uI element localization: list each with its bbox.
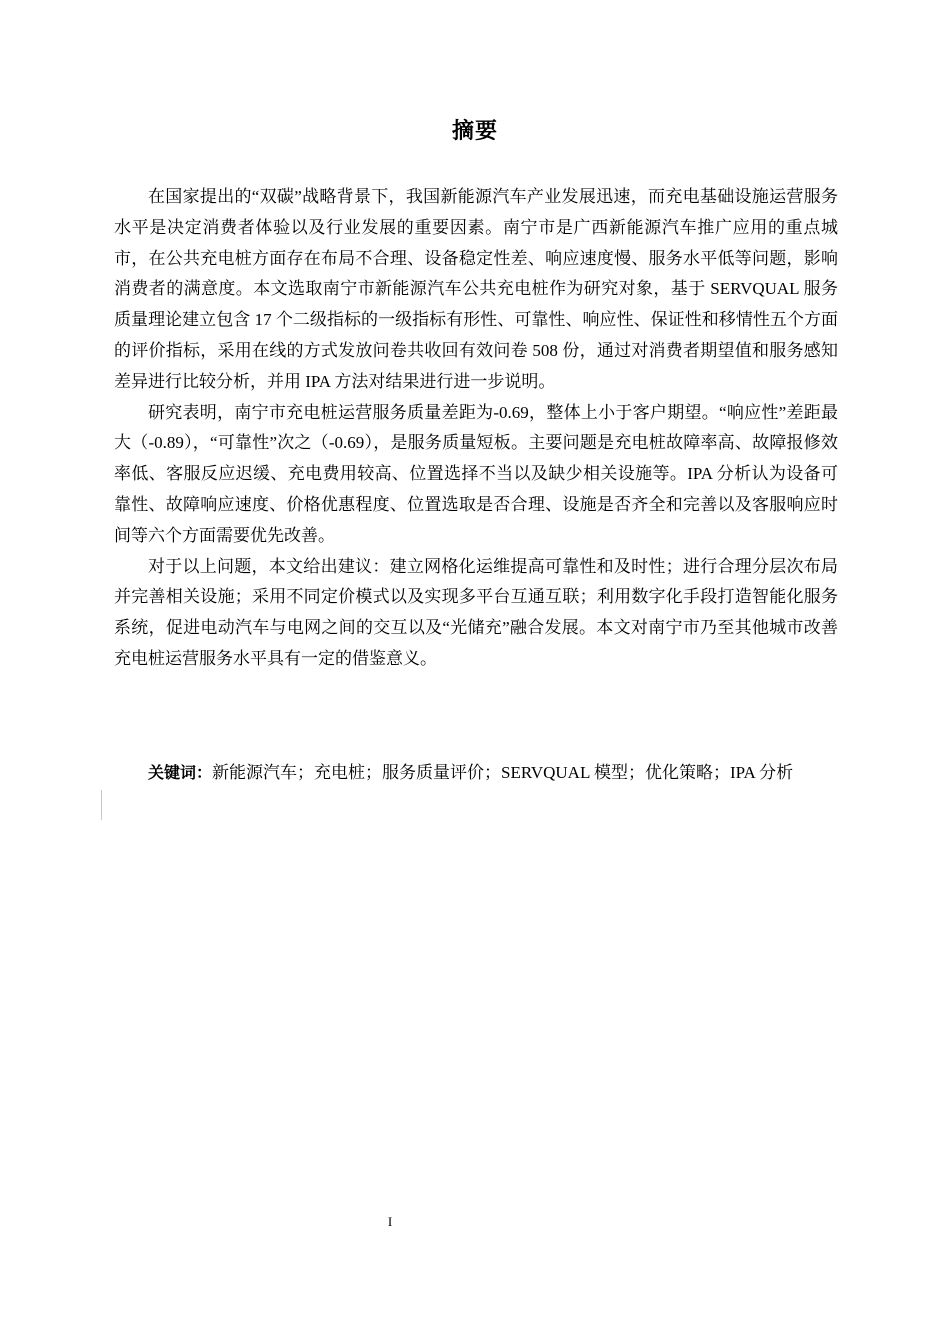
keywords-label: 关键词： [148,763,213,782]
page-number: I [387,1214,393,1229]
abstract-paragraph-findings: 研究表明，南宁市充电桩运营服务质量差距为-0.69，整体上小于客户期望。“响应性”差距最大（-0.89），“可靠性”次之（-0.69），是服务质量短板。主要问题是充电桩故障率高、故障报修效率低、客服反应迟缓、充电费用较高、位置选择不当以及缺少相关设施等。IPA 分析认为设备可靠性、故障响应速度、价格优惠程度、位置选取是否合理、设施是否齐全和完善以及客服响应时间等六个方面需要优先改善。 [114,402,838,545]
keywords-list: 新能源汽车；充电桩；服务质量评价；SERVQUAL 模型；优化策略；IPA 分析 [212,763,794,782]
abstract-body [114,182,838,675]
abstract-paragraph-background: 在国家提出的“双碳”战略背景下，我国新能源汽车产业发展迅速，而充电基础设施运营服务水平是决定消费者体验以及行业发展的重要因素。南宁市是广西新能源汽车推广应用的重点城市，在公共充电桩方面存在布局不合理、设备稳定性差、响应速度慢、服务水平低等问题，影响消费者的满意度。本文选取南宁市新能源汽车公共充电桩作为研究对象，基于 SERVQUAL 服务质量理论建立包含 17 个二级指标的一级指标有形性、可靠性、响应性、保证性和移情性五个方面的评价指标，采用在线的方式发放问卷共收回有效问卷 508 份，通过对消费者期望值和服务感知差异进行比较分析，并用 IPA 方法对结果进行进一步说明。 [114,187,838,391]
text-cursor-marker [101,790,102,820]
keywords-line [114,758,838,789]
abstract-paragraph-recommendations: 对于以上问题，本文给出建议：建立网格化运维提高可靠性和及时性；进行合理分层次布局并完善相关设施；采用不同定价模式以及实现多平台互通互联；利用数字化手段打造智能化服务系统，促进电动汽车与电网之间的交互以及“光储充”融合发展。本文对南宁市乃至其他城市改善充电桩运营服务水平具有一定的借鉴意义。 [114,556,838,668]
abstract-title: 摘要 [451,119,498,144]
